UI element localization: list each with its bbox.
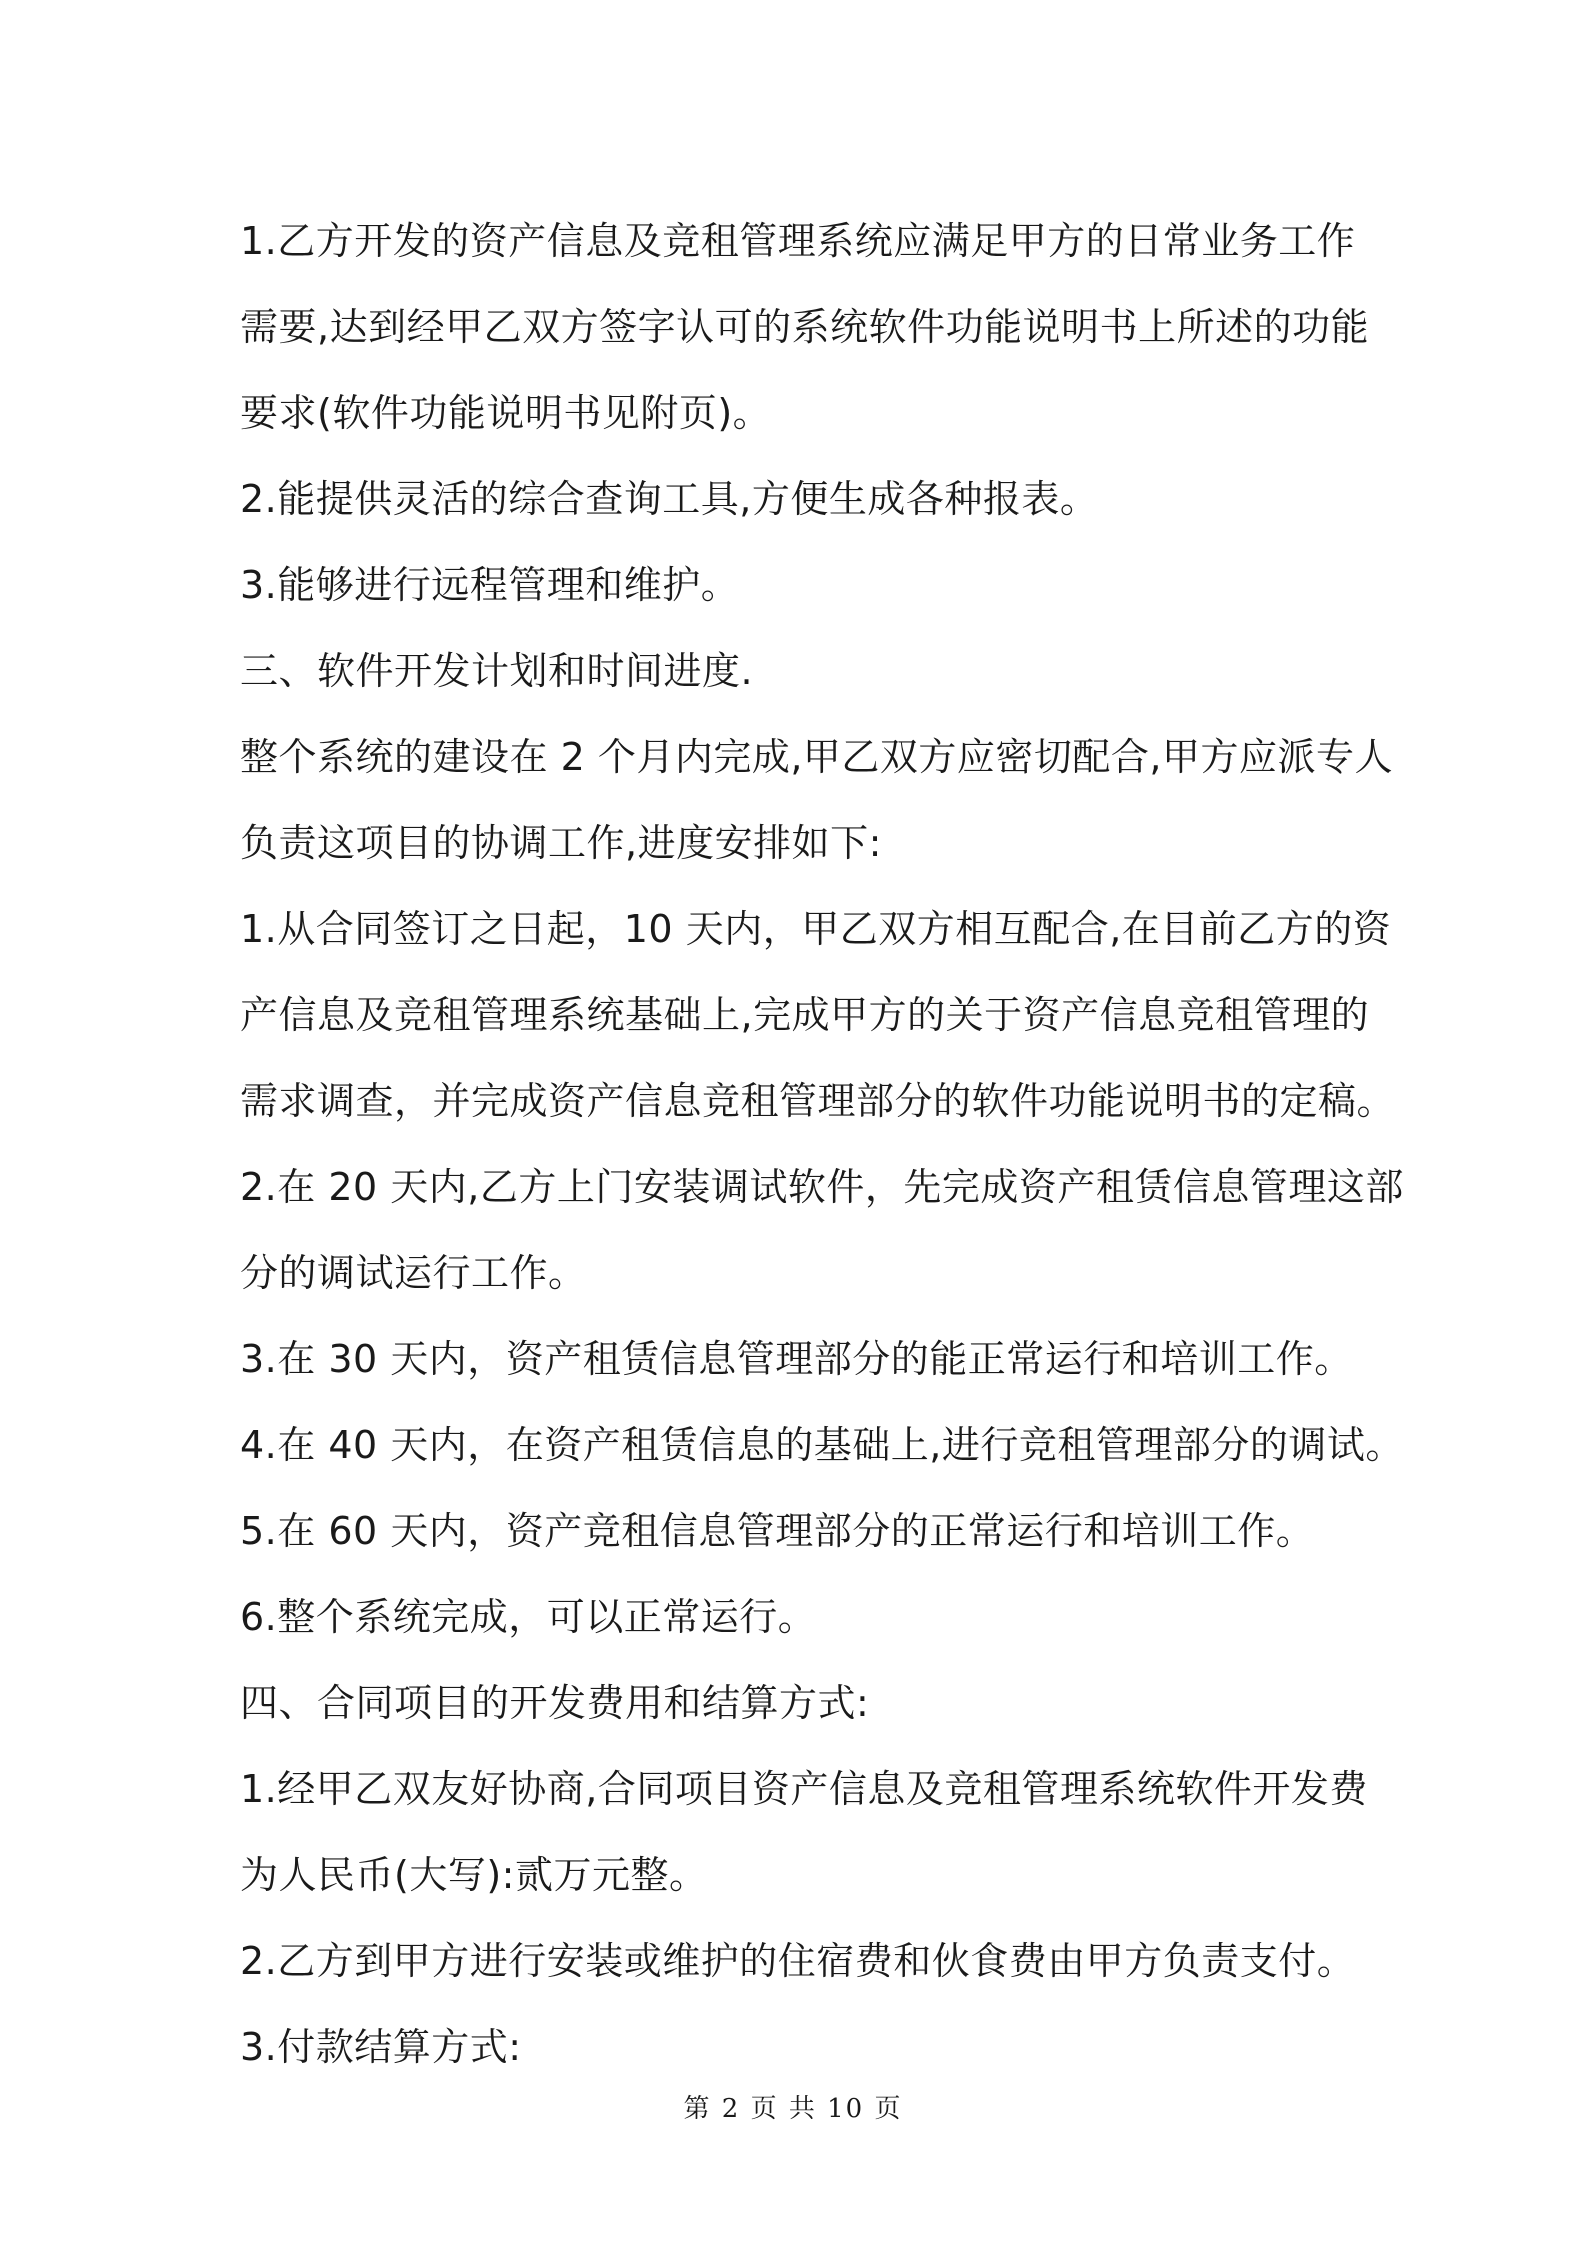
text-line: 要求(软件功能说明书见附页)。 <box>240 391 772 435</box>
text-line: 6.整个系统完成，可以正常运行。 <box>240 1595 817 1639</box>
text-line: 5.在 60 天内，资产竞租信息管理部分的正常运行和培训工作。 <box>240 1509 1315 1553</box>
text-line: 为人民币(大写):贰万元整。 <box>240 1853 708 1897</box>
text-line: 2.能提供灵活的综合查询工具,方便生成各种报表。 <box>240 477 1099 521</box>
text-line: 2.乙方到甲方进行安装或维护的住宿费和伙食费由甲方负责支付。 <box>240 1939 1356 1983</box>
text-line: 产信息及竞租管理系统基础上,完成甲方的关于资产信息竞租管理的 <box>240 993 1370 1037</box>
text-line: 分的调试运行工作。 <box>240 1251 587 1295</box>
text-line: 1.乙方开发的资产信息及竞租管理系统应满足甲方的日常业务工作 <box>240 219 1356 263</box>
text-line: 4.在 40 天内，在资产租赁信息的基础上,进行竞租管理部分的调试。 <box>240 1423 1404 1467</box>
section-heading: 三、软件开发计划和时间进度. <box>240 649 754 693</box>
text-line: 整个系统的建设在 2 个月内完成,甲乙双方应密切配合,甲方应派专人 <box>240 735 1393 779</box>
text-line: 需要,达到经甲乙双方签字认可的系统软件功能说明书上所述的功能 <box>240 305 1370 349</box>
page-number-footer: 第 2 页 共 10 页 <box>683 2094 903 2124</box>
text-line: 2.在 20 天内,乙方上门安装调试软件，先完成资产租赁信息管理这部 <box>240 1165 1404 1209</box>
text-line: 需求调查，并完成资产信息竞租管理部分的软件功能说明书的定稿。 <box>240 1079 1396 1123</box>
section-heading: 四、合同项目的开发费用和结算方式: <box>240 1681 870 1725</box>
text-line: 3.在 30 天内，资产租赁信息管理部分的能正常运行和培训工作。 <box>240 1337 1353 1381</box>
text-line: 1.从合同签订之日起，10 天内，甲乙双方相互配合,在目前乙方的资 <box>240 907 1392 951</box>
text-line: 负责这项目的协调工作,进度安排如下: <box>240 821 882 865</box>
document-body <box>240 198 1404 2090</box>
text-line: 3.付款结算方式: <box>240 2025 522 2069</box>
text-line: 1.经甲乙双友好协商,合同项目资产信息及竞租管理系统软件开发费 <box>240 1767 1368 1811</box>
text-line: 3.能够进行远程管理和维护。 <box>240 563 740 607</box>
